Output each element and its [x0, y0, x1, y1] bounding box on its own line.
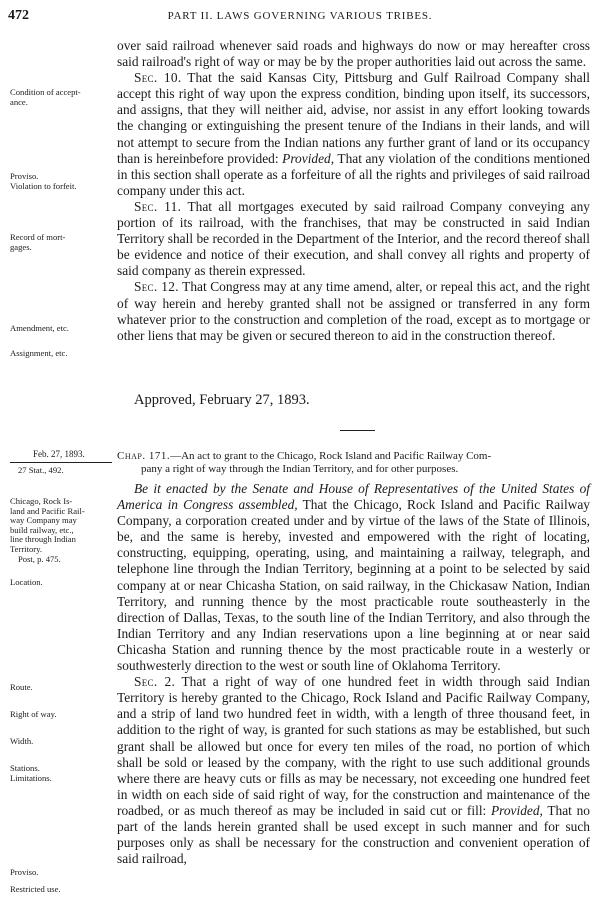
enacting-paragraph — [117, 481, 590, 674]
section-divider — [340, 430, 375, 431]
margin-note-violation: Violation to forfeit. — [10, 180, 77, 191]
section-text: That a right of way of one hundred feet in width through said Indian Territory is hereby granted to the Chicago, Rock Island and Pacific Railway Company, and a strip of land two hundred feet in width, with a length of three thousand feet, in addition to the right of way, is granted for such stations as may be established, but such grant shall be allowed but once for every ten miles of the road, no portion of which shall be sold or leased by the company, with the right to use such additional grounds where there are heavy cuts or fills as may be necessary, not exceeding one hundred feet in width on each side of said right of way, for the construction and maintenance of the roadbed, or as much thereof as may be included in said cut or fill: — [117, 674, 590, 818]
running-head: PART II. LAWS GOVERNING VARIOUS TRIBES. — [167, 10, 433, 22]
section-label: Sec. 10. — [134, 70, 182, 86]
statute-citation: 27 Stat., 492. — [18, 465, 64, 475]
chapter-title-line-1: —An act to grant to the Chicago, Rock Island and Pacific Railway Com- — [170, 450, 492, 462]
section-12 — [117, 279, 590, 343]
margin-note-condition: Condition of accept- ance. — [10, 87, 81, 107]
section-label: Sec. 2. — [134, 674, 176, 690]
provided-word: Provided, — [490, 802, 543, 818]
section-11 — [117, 199, 590, 279]
section-2 — [117, 674, 590, 867]
main-text-upper — [117, 38, 590, 344]
section-text: That all mortgages executed by said railroad Company conveying any portion of its railroad, with the franchises, that may be constructed in said Indian Territory shall be recorded in the Department of the Interior, and the record thereof shall be evidence and notice of their execution, and shall convey all rights and property of said company as therein expressed. — [117, 198, 590, 279]
section-label: Sec. 11. — [134, 198, 182, 214]
approval-line: Approved, February 27, 1893. — [134, 392, 310, 408]
margin-note-proviso: Proviso. Violation to forfeit. — [10, 172, 112, 191]
chapter-title — [117, 450, 590, 476]
paragraph-continuation: over said railroad whenever said roads and highways do now or may hereafter cross said railroad's right of way or may be by the proper authorities laid out across the same. — [117, 38, 590, 70]
section-label: Sec. 12. — [134, 279, 179, 295]
margin-note-mortgages: Record of mort- gages. — [10, 232, 66, 252]
main-text-lower — [117, 481, 590, 867]
page-number: 472 — [8, 8, 29, 23]
margin-note-right-of-way: Right of way. — [10, 709, 57, 719]
margin-note-amendment: Amendment, etc. — [10, 323, 69, 333]
section-text: That any violation of the conditions mentioned in this section shall operate as a forfeiture of all the rights and privileges of said railroad company under this act. — [117, 150, 590, 198]
margin-note-route: Route. — [10, 682, 33, 692]
section-text: That Congress may at any time amend, alter, or repeal this act, and the right of way herein and hereby granted shall not be assigned or transferred in any form whatever prior to the construction and completion of the road, except as to mortgage or other liens that may be given or secured thereon to aid in the construction thereof. — [117, 279, 590, 343]
section-text: That the Chicago, Rock Island and Pacific Railway Company, a corporation created under and by virtue of the laws of the State of Illinois, be, and the same is hereby, invested and empowered with the right of locating, constructing, equipping, operating, using, and maintaining a railway, telegraph, and telephone line through the Indian Territory, beginning at a point to be selected by said company at or near Chicasha Station, on said railway, in the Chickasaw Nation, Indian Territory, and running thence by the most practicable route southeasterly in the direction of Dallas, Texas, to the south line of the Indian Territory, and also through the Indian Territory and any Indian reservations upon a line beginning at or near said Chicasha Station and running thence by the most practicable route in a westerly or southwesterly direction to the west or south line of Oklahoma Territory. — [117, 497, 590, 674]
chapter-title-line-2: pany a right of way through the Indian Territory, and for other purposes. — [141, 463, 459, 475]
date-rule — [10, 462, 112, 463]
provided-word: Provided, — [282, 150, 335, 166]
margin-note-assignment: Assignment, etc. — [10, 348, 68, 358]
section-text: That no part of the lands herein granted shall be used except in such manner and for such purposes only as shall be necessary for the construction and convenient operation of said railroad, — [117, 802, 590, 867]
chapter-number: Chap. 171. — [117, 450, 171, 462]
margin-note-restricted: Restricted use. — [10, 884, 61, 894]
chapter-date: Feb. 27, 1893. — [33, 449, 85, 459]
margin-note-post: Post, p. 475. — [18, 553, 61, 564]
margin-note-proviso-2: Proviso. — [10, 867, 39, 877]
page-header — [8, 8, 592, 26]
margin-note-width: Width. — [10, 736, 34, 746]
section-10 — [117, 70, 590, 199]
margin-note-location: Location. — [10, 577, 43, 587]
margin-note-limitations: Limitations. — [10, 772, 52, 783]
section-text: That the said Kansas City, Pittsburg and Gulf Railroad Company shall accept this right of way upon the express condition, binding upon itself, its successors, and assigns, that they will neither aid, advise, nor assist in any effort looking towards the changing or extinguishing the present tenure of the Indians in their lands, and will not attempt to secure from the Indian nations any further grant of land or its occupancy than is hereinbefore provided: — [117, 70, 591, 166]
margin-note-grantee: Chicago, Rock Is- land and Pacific Rail- way Company may build railway, etc., line through Indian Territory. Post, p. 475. — [10, 497, 112, 564]
enacting-clause: Be it enacted by the Senate and House of Representatives of the United States of America in Congress assembled, — [117, 481, 590, 513]
margin-note-stations: Stations. Limitations. — [10, 764, 112, 783]
